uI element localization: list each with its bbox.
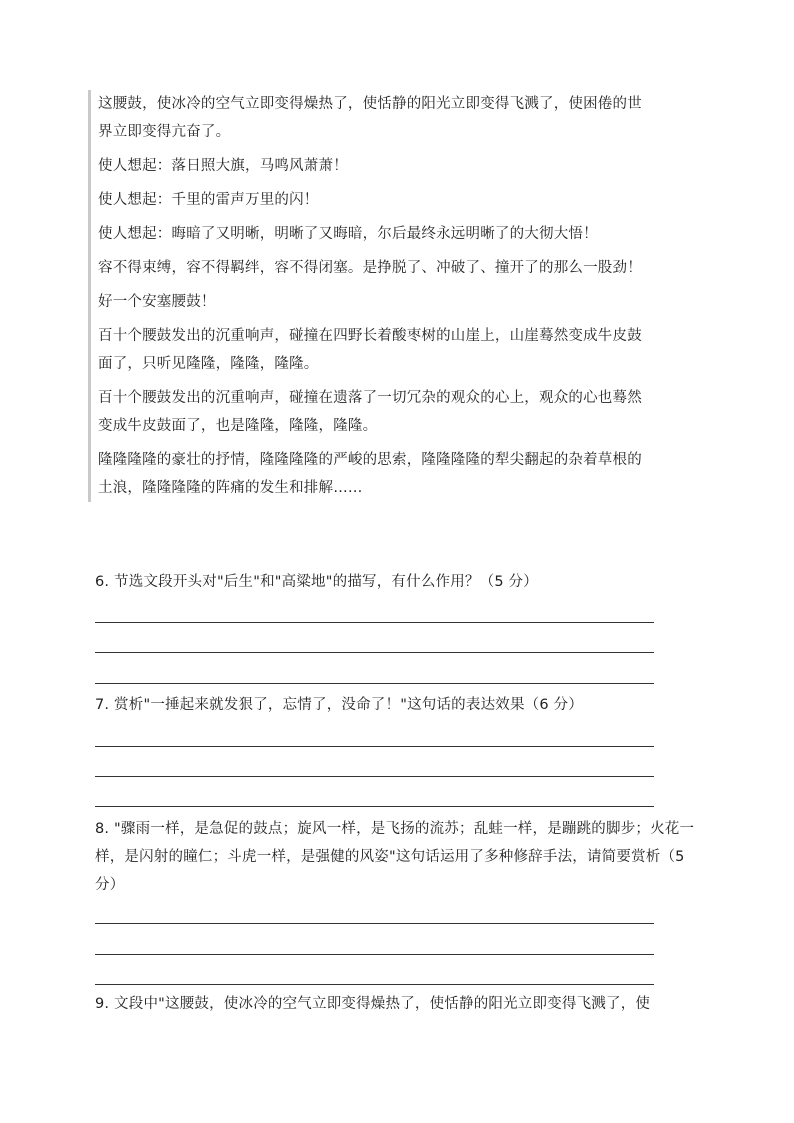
answer-line[interactable] [95,746,654,747]
passage-paragraph-8: 百十个腰鼓发出的沉重响声，碰撞在遗落了一切冗杂的观众的心上，观众的心也蓦然变成牛皮鼓面了，也是隆隆，隆隆，隆隆。 [98,390,642,434]
passage-paragraph-7: 百十个腰鼓发出的沉重响声，碰撞在四野长着酸枣树的山崖上，山崖蓦然变成牛皮鼓面了，只听见隆隆，隆隆，隆隆。 [98,328,642,372]
question-9: 9. 文段中"这腰鼓，使冰冷的空气立即变得燥热了，使恬静的阳光立即变得飞溅了，使 [95,996,651,1012]
question-8: 8. "骤雨一样，是急促的鼓点；旋风一样，是飞扬的流苏；乱蛙一样，是蹦跳的脚步；火花一样，是闪射的瞳仁；斗虎一样，是强健的风姿"这句话运用了多种修辞手法，请简要赏析（5 分） [95,821,695,893]
passage-paragraph-3: 使人想起：千里的雷声万里的闪！ [98,192,319,208]
answer-line[interactable] [95,622,654,623]
answer-line[interactable] [95,683,654,684]
answer-line[interactable] [95,806,654,807]
passage-paragraph-6: 好一个安塞腰鼓！ [98,294,216,310]
passage-paragraph-5: 容不得束缚，容不得羁绊，容不得闭塞。是挣脱了、冲破了、撞开了的那么一股劲！ [98,260,642,276]
passage-paragraph-9: 隆隆隆隆的豪壮的抒情，隆隆隆隆的严峻的思索，隆隆隆隆的犁尖翻起的杂着草根的土浪，隆隆隆隆的阵痛的发生和排解…… [98,452,642,496]
passage-excerpt [88,90,646,502]
question-6: 6. 节选文段开头对"后生"和"高粱地"的描写，有什么作用？（5 分） [95,574,538,590]
passage-paragraph-1: 这腰鼓，使冰冷的空气立即变得燥热了，使恬静的阳光立即变得飞溅了，使困倦的世界立即变得亢奋了。 [98,96,642,140]
question-7: 7. 赏析"一捶起来就发狠了，忘情了，没命了！"这句话的表达效果（6 分） [95,697,584,713]
passage-paragraph-2: 使人想起：落日照大旗，马鸣风萧萧！ [98,158,348,174]
answer-line[interactable] [95,652,654,653]
answer-line[interactable] [95,954,654,955]
answer-line[interactable] [95,923,654,924]
answer-line[interactable] [95,776,654,777]
passage-paragraph-4: 使人想起：晦暗了又明晰，明晰了又晦暗，尔后最终永远明晰了的大彻大悟！ [98,226,598,242]
answer-line[interactable] [95,984,654,985]
